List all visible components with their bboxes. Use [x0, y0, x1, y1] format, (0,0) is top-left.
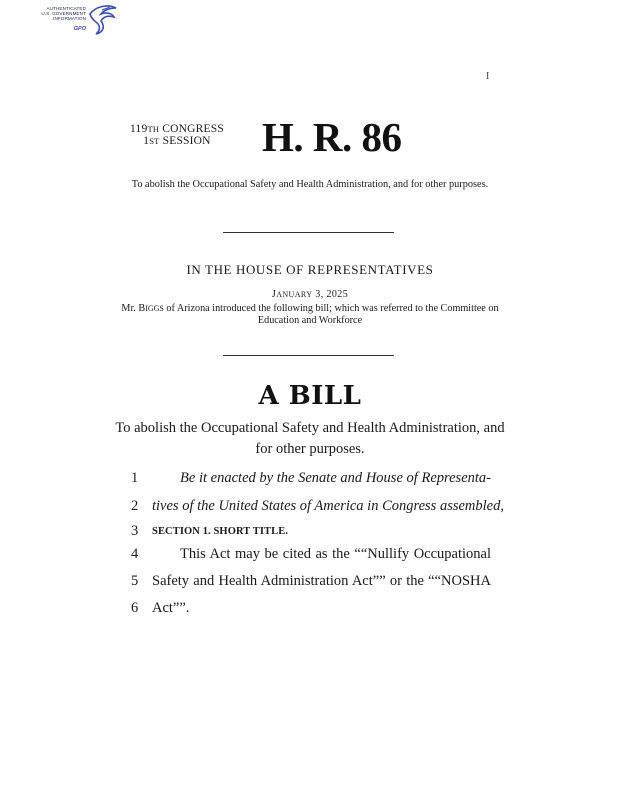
line-number: 5	[131, 573, 139, 589]
date-day-year: 3, 2025	[312, 289, 349, 300]
line-number: 2	[131, 498, 139, 514]
eagle-icon	[84, 4, 120, 38]
gpo-authentication-seal	[22, 4, 122, 38]
bill-line	[0, 523, 618, 543]
bill-line	[0, 470, 618, 490]
gpo-seal-line: U.S. GOVERNMENT	[41, 11, 86, 17]
bill-number: H. R. 86	[262, 114, 402, 160]
session-word: SESSION	[162, 135, 211, 147]
sponsor-initial: B	[138, 303, 146, 314]
section-text: This Act may be cited as the ““Nullify Occupational	[180, 546, 491, 562]
bill-line	[0, 546, 618, 566]
line-number: 4	[131, 546, 139, 562]
session-suffix: ST	[149, 136, 160, 146]
section-heading: SECTION 1. SHORT TITLE.	[152, 526, 289, 537]
section-text: Act””.	[152, 600, 190, 616]
congress-word: CONGRESS	[162, 123, 224, 135]
introduction-date	[110, 289, 510, 300]
line-number: 6	[131, 600, 139, 616]
divider-rule	[223, 232, 394, 233]
gpo-mark: GPO	[73, 26, 86, 32]
date-month-initial: J	[271, 289, 277, 300]
section-text: Safety and Health Administration Act”” or the ““NOSHA	[152, 573, 491, 589]
congress-session-block	[120, 123, 234, 147]
date-month-rest: ANUARY	[276, 290, 313, 299]
page-number: I	[486, 71, 490, 82]
sponsor-name-rest: IGGS	[145, 304, 164, 313]
gpo-seal-line: AUTHENTICATED	[46, 6, 86, 11]
line-number: 3	[131, 523, 139, 539]
long-purpose: To abolish the Occupational Safety and Health Administration, and for other purposes.	[115, 420, 505, 457]
line-number: 1	[131, 470, 139, 486]
session-line	[120, 135, 234, 147]
enacting-clause: tives of the United States of America in Congress assembled,	[152, 498, 504, 514]
bill-line	[0, 573, 618, 593]
congress-line	[120, 123, 234, 135]
congress-number-suffix: TH	[147, 124, 160, 134]
bill-line	[0, 600, 618, 620]
gpo-seal-text	[22, 6, 86, 22]
gpo-seal-line: INFORMATION	[53, 16, 86, 22]
short-purpose: To abolish the Occupational Safety and Health Administration, and for other purposes.	[131, 179, 489, 190]
enacting-clause: Be it enacted by the Senate and House of Representa-	[180, 470, 491, 486]
chamber-heading: IN THE HOUSE OF REPRESENTATIVES	[186, 262, 434, 277]
bill-heading: A BILL	[258, 381, 362, 411]
session-number: 1	[143, 135, 150, 147]
referral-text: of Arizona introduced the following bill; which was referred to the Committee on Education and Workforce	[163, 303, 499, 326]
bill-line	[0, 498, 618, 518]
sponsor-title: Mr.	[121, 303, 139, 314]
introduction-statement	[100, 303, 520, 327]
divider-rule	[223, 355, 394, 356]
congress-number: 119	[130, 123, 148, 135]
